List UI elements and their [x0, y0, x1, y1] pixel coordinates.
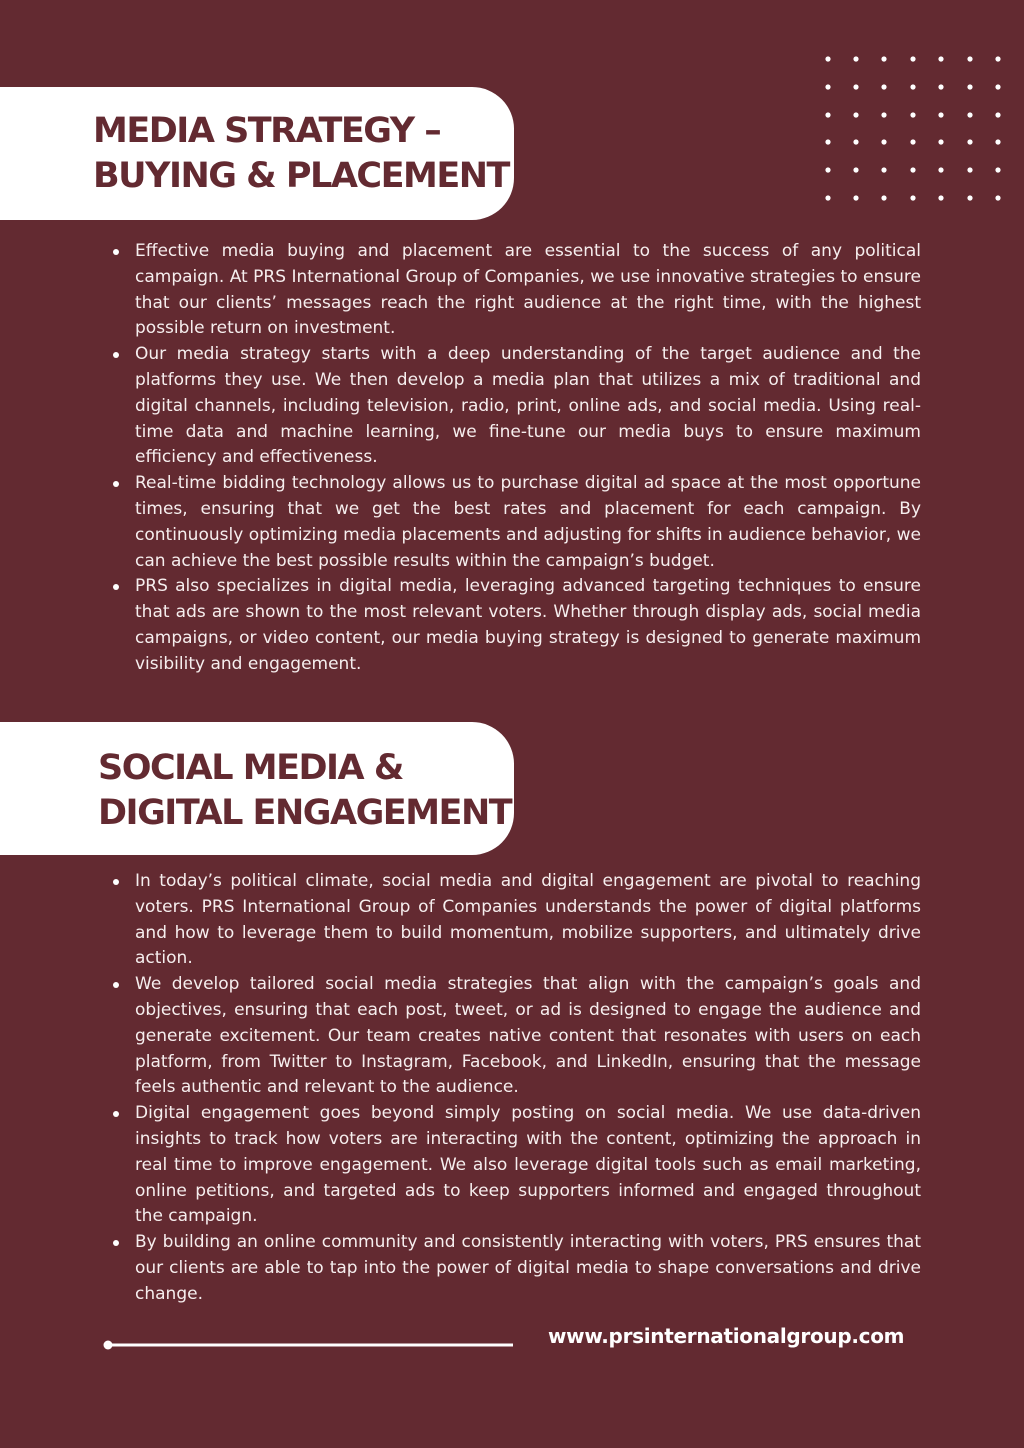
- dot: [995, 112, 1000, 117]
- dot: [910, 167, 915, 172]
- dot: [881, 195, 886, 200]
- footer-website-link[interactable]: www.prsinternationalgroup.com: [548, 1324, 905, 1348]
- dot: [995, 56, 1000, 61]
- dot: [938, 139, 943, 144]
- dot: [853, 56, 858, 61]
- dot: [853, 195, 858, 200]
- footer-divider: [103, 1336, 513, 1348]
- dot: [910, 195, 915, 200]
- dot: [910, 112, 915, 117]
- dot-grid-decoration: [822, 53, 1012, 208]
- dot: [910, 139, 915, 144]
- dot: [938, 56, 943, 61]
- section2-bullet-4: By building an online community and consistently interacting with voters, PRS ensures that our clients are able to tap into the power of digital media to shape conversations and drive change.: [112, 1230, 921, 1307]
- dot: [881, 112, 886, 117]
- dot: [825, 167, 830, 172]
- dot: [881, 167, 886, 172]
- section1-bullet-list: [112, 239, 921, 678]
- dot: [967, 112, 972, 117]
- section1-bullet-4: PRS also specializes in digital media, leveraging advanced targeting techniques to ensure that ads are shown to the most relevant voters. Whether through display ads, social media campaigns, or video content, our media buying strategy is designed to generate maximum visibility and engagement.: [112, 574, 921, 677]
- dot: [938, 84, 943, 89]
- section2-title: [98, 746, 514, 836]
- dot-grid-svg: [822, 53, 1012, 208]
- footer-divider-line: [108, 1344, 513, 1347]
- dot: [995, 84, 1000, 89]
- section2-bullet-3: Digital engagement goes beyond simply posting on social media. We use data-driven insights to track how voters are interacting with the content, optimizing the approach in real time to improve engagement. We also leverage digital tools such as email marketing, online petitions, and targeted ads to keep supporters informed and engaged throughout the campaign.: [112, 1101, 921, 1230]
- dot: [910, 56, 915, 61]
- dot: [853, 112, 858, 117]
- section1-bullet-3: Real-time bidding technology allows us to purchase digital ad space at the most opportune times, ensuring that we get the best rates and placement for each campaign. By continuously optimizing media placements and adjusting for shifts in audience behavior, we can achieve the best possible results within the campaign’s budget.: [112, 471, 921, 574]
- dot: [825, 56, 830, 61]
- dot: [995, 195, 1000, 200]
- dot: [910, 84, 915, 89]
- dot: [967, 195, 972, 200]
- dot: [853, 84, 858, 89]
- dot: [938, 195, 943, 200]
- footer-divider-svg: [103, 1339, 513, 1351]
- section1-title: [93, 109, 514, 199]
- dot: [938, 167, 943, 172]
- dot: [825, 139, 830, 144]
- section1-heading-box: [0, 87, 514, 220]
- dot: [825, 195, 830, 200]
- section2-bullet-2: We develop tailored social media strategies that align with the campaign’s goals and objectives, ensuring that each post, tweet, or ad is designed to engage the audience and generate excitement. Our team creates native content that resonates with users on each platform, from Twitter to Instagram, Facebook, and LinkedIn, ensuring that the message feels authentic and relevant to the audience.: [112, 972, 921, 1101]
- dot: [995, 139, 1000, 144]
- section2-bullet-list: [112, 869, 921, 1308]
- section2-heading-box: [0, 722, 514, 855]
- section1-bullet-2: Our media strategy starts with a deep understanding of the target audience and the platforms they use. We then develop a media plan that utilizes a mix of traditional and digital channels, including television, radio, print, online ads, and social media. Using real-time data and machine learning, we fine-tune our media buys to ensure maximum efficiency and effectiveness.: [112, 342, 921, 471]
- dot: [967, 84, 972, 89]
- dot: [967, 167, 972, 172]
- section1-title-line1: MEDIA STRATEGY –: [93, 111, 441, 151]
- dot: [881, 56, 886, 61]
- dot: [881, 139, 886, 144]
- dot: [881, 84, 886, 89]
- dot: [825, 84, 830, 89]
- dot: [853, 167, 858, 172]
- dot: [967, 139, 972, 144]
- section1-bullet-1: Effective media buying and placement are essential to the success of any political campaign. At PRS International Group of Companies, we use innovative strategies to ensure that our clients’ messages reach the right audience at the right time, with the highest possible return on investment.: [112, 239, 921, 342]
- dot: [853, 139, 858, 144]
- section2-title-line1: SOCIAL MEDIA &: [98, 748, 403, 788]
- dot: [995, 167, 1000, 172]
- dot: [938, 112, 943, 117]
- section1-title-line2: BUYING & PLACEMENT: [93, 156, 509, 196]
- section2-title-line2: DIGITAL ENGAGEMENT: [98, 793, 512, 833]
- dot: [967, 56, 972, 61]
- dot: [825, 112, 830, 117]
- section2-bullet-1: In today’s political climate, social media and digital engagement are pivotal to reaching voters. PRS International Group of Companies understands the power of digital platforms and how to leverage them to build momentum, mobilize supporters, and ultimately drive action.: [112, 869, 921, 972]
